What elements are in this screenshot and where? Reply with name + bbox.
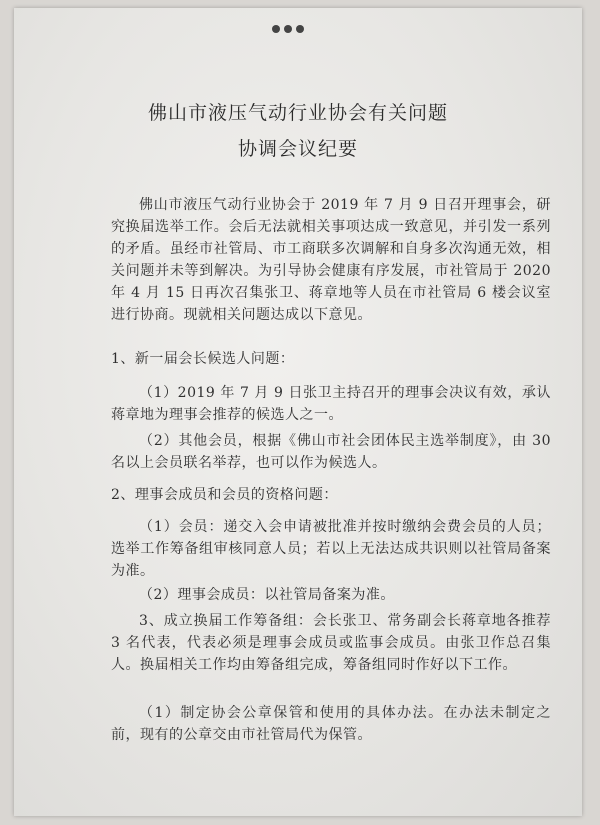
section-item-3-1: （1）制定协会公章保管和使用的具体办法。在办法未制定之前，现有的公章交由市社管局代为保管。 bbox=[111, 705, 551, 743]
section-heading-1: 1、新一届会长候选人问题： bbox=[111, 351, 295, 367]
section-heading-3: 3、成立换届工作筹备组：会长张卫、常务副会长蒋章地各推荐 3 名代表，代表必须是理事会成员或监事会成员。由张卫作总召集人。换届相关工作均由筹备组完成，筹备组同时作好以下工作。 bbox=[111, 613, 551, 673]
intro-paragraph: 佛山市液压气动行业协会于 2019 年 7 月 9 日召开理事会，研究换届选举工作。会后无法就相关事项达成一致意见，并引发一系列的矛盾。虽经市社管局、市工商联多次调解和自身多次沟通无效，相关问题并未等到解决。为引导协会健康有序发展，市社管局于 2020 年 4 月 15 日再次召集张卫、蒋章地等人员在市社管局 6 楼会议室进行协商。现就相关问题达成以下意见。 bbox=[111, 197, 551, 323]
document-title-line1: 佛山市液压气动行业协会有关问题 bbox=[147, 102, 448, 124]
document-title-line2: 协调会议纪要 bbox=[237, 138, 358, 160]
document-page bbox=[14, 8, 582, 816]
section-item-2-1: （1）会员：递交入会申请被批准并按时缴纳会费会员的人员；选举工作筹备组审核同意人员；若以上无法达成共识则以社管局备案为准。 bbox=[111, 519, 551, 579]
section-item-1-2: （2）其他会员，根据《佛山市社会团体民主选举制度》，由 30 名以上会员联名举荐，也可以作为候选人。 bbox=[111, 433, 551, 471]
staple-marks bbox=[272, 18, 322, 28]
section-item-1-1: （1）2019 年 7 月 9 日张卫主持召开的理事会决议有效，承认蒋章地为理事会推荐的候选人之一。 bbox=[111, 385, 551, 423]
section-heading-2: 2、理事会成员和会员的资格问题： bbox=[111, 487, 338, 503]
section-item-2-2: （2）理事会成员：以社管局备案为准。 bbox=[139, 587, 395, 603]
